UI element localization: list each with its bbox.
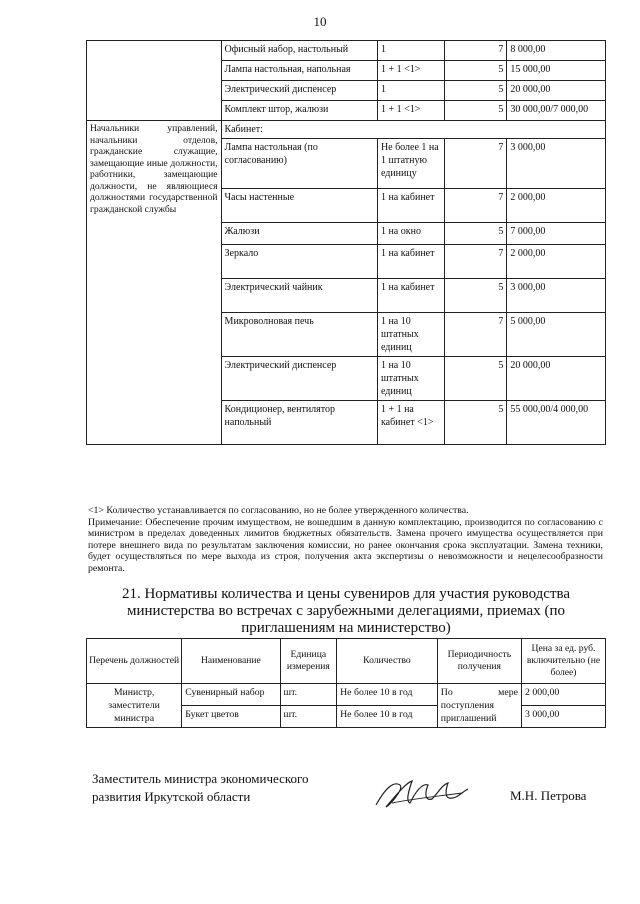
column-header: Единица измерения bbox=[280, 639, 337, 684]
item-period: 5 bbox=[444, 357, 507, 401]
table-row bbox=[87, 121, 606, 139]
item-quantity: 1 bbox=[377, 81, 444, 101]
item-name: Электрический диспенсер bbox=[221, 357, 377, 401]
item-period: 7 bbox=[444, 139, 507, 189]
souvenir-name: Сувенирный набор bbox=[182, 684, 280, 706]
periodicity-cell: По мере поступления приглашений bbox=[437, 684, 521, 728]
item-price: 2 000,00 bbox=[507, 245, 606, 279]
souvenir-quantity: Не более 10 в год bbox=[337, 684, 438, 706]
item-period: 5 bbox=[444, 61, 507, 81]
item-price: 30 000,00/7 000,00 bbox=[507, 101, 606, 121]
item-quantity: 1 на кабинет bbox=[377, 245, 444, 279]
item-period: 5 bbox=[444, 279, 507, 313]
table-row bbox=[87, 684, 606, 706]
table-row bbox=[87, 41, 606, 61]
item-name: Электрический чайник bbox=[221, 279, 377, 313]
item-name: Жалюзи bbox=[221, 223, 377, 245]
item-period: 7 bbox=[444, 41, 507, 61]
item-period: 7 bbox=[444, 245, 507, 279]
souvenir-unit: шт. bbox=[280, 684, 337, 706]
item-quantity: 1 на 10 штатных единиц bbox=[377, 313, 444, 357]
souvenir-quantity: Не более 10 в год bbox=[337, 706, 438, 728]
item-quantity: 1 на окно bbox=[377, 223, 444, 245]
signatory-line: развития Иркутской области bbox=[92, 789, 251, 804]
item-quantity: Не более 1 на 1 штатную единицу bbox=[377, 139, 444, 189]
item-period: 5 bbox=[444, 401, 507, 445]
item-name: Часы настенные bbox=[221, 189, 377, 223]
souvenir-price: 3 000,00 bbox=[521, 706, 605, 728]
column-header: Количество bbox=[337, 639, 438, 684]
signatory-line: Заместитель министра экономического bbox=[92, 771, 309, 786]
header-row bbox=[87, 639, 606, 684]
souvenir-unit: шт. bbox=[280, 706, 337, 728]
item-quantity: 1 + 1 на кабинет <1> bbox=[377, 401, 444, 445]
section-title: 21. Нормативы количества и цены сувениров для участия руководства министерства во встречах с зарубежными делегациями, приемах (по приглашениям на министерство) bbox=[121, 586, 571, 636]
item-quantity: 1 на кабинет bbox=[377, 279, 444, 313]
item-name: Электрический диспенсер bbox=[221, 81, 377, 101]
equipment-table bbox=[86, 40, 606, 445]
signatory-title bbox=[92, 770, 309, 806]
column-header: Перечень должностей bbox=[87, 639, 182, 684]
item-name: Лампа настольная (по согласованию) bbox=[221, 139, 377, 189]
item-price: 15 000,00 bbox=[507, 61, 606, 81]
item-name: Лампа настольная, напольная bbox=[221, 61, 377, 81]
item-quantity: 1 на кабинет bbox=[377, 189, 444, 223]
item-period: 7 bbox=[444, 313, 507, 357]
notes-block bbox=[88, 505, 603, 574]
item-name: Комплект штор, жалюзи bbox=[221, 101, 377, 121]
souvenir-price: 2 000,00 bbox=[521, 684, 605, 706]
souvenir-table bbox=[86, 638, 606, 728]
item-quantity: 1 bbox=[377, 41, 444, 61]
item-quantity: 1 на 10 штатных единиц bbox=[377, 357, 444, 401]
item-price: 20 000,00 bbox=[507, 357, 606, 401]
footnote: <1> Количество устанавливается по согласованию, но не более утвержденного количества. bbox=[88, 505, 469, 516]
item-period: 5 bbox=[444, 101, 507, 121]
item-name: Микроволновая печь bbox=[221, 313, 377, 357]
item-price: 3 000,00 bbox=[507, 279, 606, 313]
column-header: Наименование bbox=[182, 639, 280, 684]
handwritten-signature-icon bbox=[372, 775, 472, 815]
item-period: 7 bbox=[444, 189, 507, 223]
item-name: Кондиционер, вентилятор напольный bbox=[221, 401, 377, 445]
empty-cell bbox=[87, 41, 222, 121]
item-price: 20 000,00 bbox=[507, 81, 606, 101]
position-group: Начальники управлений, начальники отделов, гражданские служащие, замещающие иные должности, работники, замещающие должности, не являющиеся должностями государственной гражданской службы bbox=[87, 121, 222, 445]
item-price: 3 000,00 bbox=[507, 139, 606, 189]
item-price: 7 000,00 bbox=[507, 223, 606, 245]
signatory-name: М.Н. Петрова bbox=[510, 788, 587, 803]
item-price: 55 000,00/4 000,00 bbox=[507, 401, 606, 445]
section-heading: Кабинет: bbox=[221, 121, 605, 139]
page-number: 10 bbox=[313, 14, 327, 29]
remark: Примечание: Обеспечение прочим имуществом, не вошедшим в данную комплектацию, производится по согласованию с министром в пределах доведенных лимитов бюджетных обязательств. Замена прочего имущества осуществляется при потере внешнего вида по результатам заключения комиссии, но ранее окончания срока эксплуатации. Замена техники, будет осуществляться по мере выхода из строя, получения акта экспертизы о невозможности и нецелесообразности ремонта. bbox=[88, 516, 603, 574]
item-price: 5 000,00 bbox=[507, 313, 606, 357]
souvenir-name: Букет цветов bbox=[182, 706, 280, 728]
item-price: 2 000,00 bbox=[507, 189, 606, 223]
item-name: Офисный набор, настольный bbox=[221, 41, 377, 61]
item-name: Зеркало bbox=[221, 245, 377, 279]
item-period: 5 bbox=[444, 81, 507, 101]
item-period: 5 bbox=[444, 223, 507, 245]
column-header: Цена за ед. руб. включительно (не более) bbox=[521, 639, 605, 684]
item-quantity: 1 + 1 <1> bbox=[377, 61, 444, 81]
item-quantity: 1 + 1 <1> bbox=[377, 101, 444, 121]
item-price: 8 000,00 bbox=[507, 41, 606, 61]
column-header: Периодичность получения bbox=[437, 639, 521, 684]
position-cell: Министр, заместители министра bbox=[87, 684, 182, 728]
